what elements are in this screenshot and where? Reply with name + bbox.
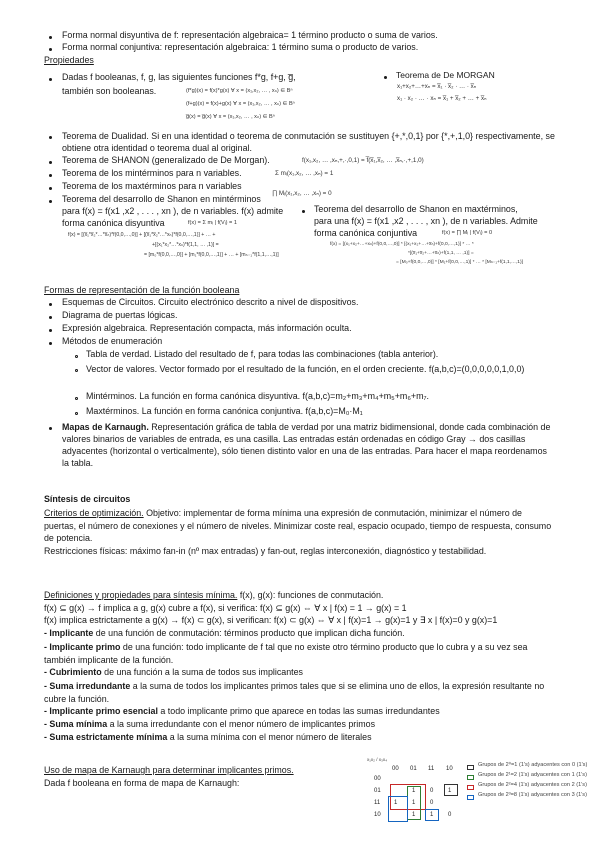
heading-propiedades: Propiedades: [44, 55, 94, 65]
kmap-group-rect: [425, 809, 439, 821]
formas-item: Expresión algebraica. Representación compacta, más información oculta.: [62, 323, 352, 333]
bullet-dot: [49, 329, 52, 332]
def-label: - Implicante primo esencial: [44, 706, 158, 716]
kmap-cell: 1: [394, 800, 398, 806]
bool-formula-and: (f*g)(x) = f(x)*g(x) ∀ x = (x₁,x₂, … , xₙ) ∈ Bⁿ: [186, 88, 293, 94]
def-label: - Implicante: [44, 628, 94, 638]
def-text: de una función: todo implicante de f tal que no existe otro término producto que lo cubra y a su vez sea también implicante de la función.: [44, 642, 528, 665]
kmap-row-header: 10: [374, 812, 381, 818]
def-suma-estrictamente-minima: [44, 732, 372, 743]
legend-swatch: [467, 765, 474, 770]
desarrollo-min-line-2: para f(x) = f(x1 ,x2 , . . . , xn ), de n variables. f(x) admite: [62, 206, 284, 216]
def-implicante-primo: [44, 641, 556, 666]
desarrollo-max-formula-4: = [M₀+f(0,0,…,0)] * [M₁+f(0,0,…,1)] * … * [Mₙ₋₁+f(1,1,…,1)]: [396, 260, 523, 265]
sub-bullet-circle: [75, 397, 78, 400]
legend-swatch: [467, 775, 474, 780]
minterminos-formula: Σ mᵢ(x₁,x₂, … ,xₙ) = 1: [275, 170, 334, 177]
enumeracion-tabla-verdad: Tabla de verdad. Listado del resultado de f, para todas las combinaciones (tabla anterior).: [86, 349, 439, 359]
bullet-dot: [49, 78, 52, 81]
kmap-col-header: 01: [410, 766, 417, 772]
desarrollo-min-formula-2: f(x) = [(x̅₁*x̅₂*…*x̅ₙ)*f(0,0,…,0)] + [(x̅₁*x̅₂*…*xₙ)*f(0,0,…,1)] + … +: [68, 232, 216, 238]
bullet-dot: [302, 210, 305, 213]
booleanas-line-2: también son booleanas.: [62, 86, 157, 96]
maxterminos-formula: ∏ Mᵢ(x₁,x₂, … ,xₙ) = 0: [272, 190, 332, 197]
kmap-row-header: 01: [374, 788, 381, 794]
bullet-dot: [49, 427, 52, 430]
def-label: - Implicante primo: [44, 642, 121, 652]
legend-swatch: [467, 785, 474, 790]
def-text: a la suma irredundante con el menor número de implicantes primos: [107, 719, 376, 729]
legend-label: Grupos de 2³=8 (1's) adyacentes con 3 (1's): [478, 792, 587, 798]
desarrollo-min-formula-1: f(x) = Σ mᵢ | f(Vᵢ) = 1: [188, 220, 237, 226]
bullet-dot: [384, 76, 387, 79]
criterios-label: Criterios de optimización.: [44, 508, 144, 518]
kmap-col-header: 11: [428, 766, 435, 772]
desarrollo-max-line-2: para una f(x) = f(x1 ,x2 , . . . , xn ), de n variables. Admite: [314, 216, 538, 226]
enumeracion-minterminos: Mintérminos. La función en forma canónica disyuntiva. f(a,b,c)=m₂+m₃+m₄+m₅+m₆+m₇.: [86, 391, 429, 401]
heading-sintesis: Síntesis de circuitos: [44, 494, 131, 504]
formas-item: Diagrama de puertas lógicas.: [62, 310, 178, 320]
kmap-cell: 1: [412, 812, 416, 818]
kmap-group-rect: [444, 784, 458, 796]
mapas-karnaugh-paragraph: [62, 421, 556, 469]
def-label: - Suma irredundante: [44, 681, 131, 691]
kmap-row-header: 11: [374, 800, 381, 806]
legend-label: Grupos de 2¹=2 (1's) adyacentes con 1 (1's): [478, 772, 587, 778]
teorema-maxterminos: Teorema de los maxtérminos para n variables: [62, 181, 242, 191]
demorgan-formula-2: x₁ · x₂ · … · xₙ = x̅₁ + x̅₂ + … + x̅ₙ: [397, 95, 487, 102]
teorema-minterminos: Teorema de los mintérminos para n variables.: [62, 168, 242, 178]
bullet-dot: [49, 187, 52, 190]
def-text: a la suma de todos los implicantes primos tales que si se elimina uno de ellos, la expresión resultante no cubre la función.: [44, 681, 545, 704]
bullet-dot: [49, 48, 52, 51]
def-label: - Suma estrictamente mínima: [44, 732, 168, 742]
enumeracion-vector-valores: Vector de valores. Vector formado por el resultado de la función, en el orden creciente. f(a,b,c)=(0,0,0,0,0,1,0,0): [86, 364, 525, 374]
kmap-col-header: 00: [392, 766, 399, 772]
bullet-dot: [49, 174, 52, 177]
restricciones-fisicas: Restricciones físicas: máximo fan-in (nº max entradas) y fan-out, reglas interconexión, diagnóstico y testabilidad.: [44, 546, 487, 556]
desarrollo-max-line-1: Teorema del desarrollo de Shanon en maxtérminos,: [314, 204, 518, 214]
booleanas-line-1: Dadas f booleanas, f, g, las siguientes funciones f*g, f+g, g̅,: [62, 72, 296, 82]
criterios-text: Objetivo: implementar de forma mínima una expresión de conmutación, minimizar el número de puertas, el número de conexiones y el número de niveles. Minimizar coste real, espacio ocupado, tiempo de respuesta, consumo de potencia.: [44, 508, 552, 543]
desarrollo-min-formula-4: = [m₀*f(0,0,…,0)] + [m₁*f(0,0,…,1)] + … + [mₙ₋₁*f(1,1,…,1)]: [144, 252, 279, 258]
criterios-paragraph: [44, 507, 556, 545]
bullet-dot: [49, 303, 52, 306]
kmap-cell: 0: [430, 788, 434, 794]
kmap-group-rect: [407, 786, 421, 820]
sub-bullet-circle: [75, 355, 78, 358]
demorgan-title: Teorema de De MORGAN: [396, 70, 495, 80]
bullet-dot: [49, 200, 52, 203]
def-text: de una función de conmutación: términos producto que implican dicha función.: [93, 628, 405, 638]
demorgan-formula-1: x₁+x₂+…+xₙ = x̅₁ · x̅₂ · … · x̅ₙ: [397, 83, 477, 90]
definiciones-heading: [44, 590, 383, 601]
shanon-formula: f(x₁,x₂, … ,xₙ,+,·,0,1) = f̅(x̅₁,x̅₂, … ,x̅ₙ,·,+,1,0): [302, 157, 424, 164]
definicion-implica: f(x) ⊆ g(x) → f implica a g, g(x) cubre a f(x), si verifica: f(x) ⊆ g(x) ⇔ ∀ x | f(x) = 1 → g(x) = 1: [44, 603, 407, 613]
def-text: a todo implicante primo que aparece en todas las sumas irredundantes: [157, 706, 440, 716]
kmap-cell: 0: [430, 800, 434, 806]
bullet-dot: [49, 161, 52, 164]
kmap-cell: 1: [430, 812, 434, 818]
desarrollo-min-line-3: forma canónica disyuntiva: [62, 218, 165, 228]
karnaugh-intro-text: Dada f booleana en forma de mapa de Karnaugh:: [44, 778, 240, 788]
legend-label: Grupos de 2⁰=1 (1's) adyacentes con 0 (1's): [478, 762, 588, 768]
enumeracion-maxterminos: Maxtérminos. La función en forma canónica conjuntiva. f(a,b,c)=M₀·M₁: [86, 406, 363, 416]
heading-uso-karnaugh: Uso de mapa de Karnaugh para determinar implicantes primos.: [44, 765, 294, 775]
definiciones-label: Definiciones y propiedades para síntesis mínima.: [44, 590, 238, 600]
mapas-karnaugh-text: Representación gráfica de tabla de verdad por una matriz bidimensional, donde cada combinación de valores binarios de variables de entrada, es una casilla. Las entradas están ordenadas en código Gray → dos casillas adyacentes (horizontal o verticalmente), sólo tienen distinto valor en una de las entradas. Para hacer el mapa reordenamos la tabla.: [62, 422, 551, 468]
kmap-corner-label: x₁x₂ / x₃x₄: [367, 757, 388, 762]
kmap-cell: 1: [412, 800, 416, 806]
teorema-shanon: Teorema de SHANON (generalizado de De Morgan).: [62, 155, 270, 165]
desarrollo-max-formula-3: *[(x̅₁+x̅₂+…+x̅ₙ)+f(1,1, … ,1)] =: [408, 251, 474, 256]
def-suma-minima: [44, 719, 375, 730]
sub-bullet-circle: [75, 369, 78, 372]
def-label: - Cubrimiento: [44, 667, 102, 677]
heading-formas: Formas de representación de la función booleana: [44, 285, 240, 295]
bullet-dot: [49, 316, 52, 319]
kmap-cell: 1: [448, 788, 452, 794]
desarrollo-min-line-1: Teorema del desarrollo de Shanon en mintérminos: [62, 194, 261, 204]
desarrollo-min-formula-3: +[(x₁*x₂*…*xₙ)*f(1,1, … ,1)] =: [152, 242, 219, 248]
legend-label: Grupos de 2²=4 (1's) adyacentes con 2 (1's): [478, 782, 587, 788]
def-implicante-primo-esencial: [44, 706, 440, 717]
bullet-forma-disyuntiva: Forma normal disyuntiva de f: representación algebraica= 1 término producto o suma de varios.: [62, 30, 438, 40]
desarrollo-max-line-3: forma canónica conjuntiva: [314, 228, 418, 238]
def-implicante: [44, 628, 405, 639]
bullet-dot: [49, 136, 52, 139]
teorema-dualidad: Teorema de Dualidad. Si en una identidad o teorema de conmutación se sustituyen {+,*,0,1} por {*,+,1,0} respectivamente, se obtiene otra identidad o teorema dual al original.: [62, 131, 555, 153]
def-suma-irredundante: [44, 680, 556, 705]
kmap-cell: 1: [412, 788, 416, 794]
kmap-row-header: 00: [374, 776, 381, 782]
definicion-implica-estrictamente: f(x) implica estrictamente a g(x) → f(x) ⊂ g(x), si verifican: f(x) ⊂ g(x) ⇔ ∀ x | f(x)=1 → g(x)=1 y ∃ x | f(x)=0 y g(x)=1: [44, 615, 498, 625]
desarrollo-max-formula-2: f(x) = [(x₁+x₂+…+xₙ)+f(0,0,…,0)] * [(x₁+x₂+…+x̅ₙ)+f(0,0,…,1)] * … *: [330, 242, 474, 247]
def-text: a la suma mínima con el menor número de literales: [167, 732, 372, 742]
legend-swatch: [467, 795, 474, 800]
def-text: de una función a la suma de todos sus implicantes: [101, 667, 303, 677]
desarrollo-max-formula-1: f(x) = ∏ Mᵢ | f(Vᵢ) = 0: [442, 230, 493, 236]
definiciones-subtitle: f(x), g(x): funciones de conmutación.: [237, 590, 384, 600]
formas-item: Esquemas de Circuitos. Circuito electrónico descrito a nivel de dispositivos.: [62, 297, 359, 307]
def-cubrimiento: [44, 667, 303, 678]
bullet-forma-conjuntiva: Forma normal conjuntiva: representación algebraica: 1 término suma o producto de varios.: [62, 42, 419, 52]
bool-formula-not: g̅(x) = g̅(x) ∀ x = (x₁,x₂, … , xₙ) ∈ Bⁿ: [186, 114, 275, 120]
def-label: - Suma mínima: [44, 719, 108, 729]
bool-formula-or: (f+g)(x) = f(x)+g(x) ∀ x = (x₁,x₂, … , xₙ) ∈ Bⁿ: [186, 101, 295, 107]
kmap-cell: 0: [448, 812, 452, 818]
kmap-group-rect: [388, 796, 408, 822]
sub-bullet-circle: [75, 412, 78, 415]
kmap-col-header: 10: [446, 766, 453, 772]
formas-item: Métodos de enumeración: [62, 336, 163, 346]
bullet-dot: [49, 36, 52, 39]
mapas-karnaugh-label: Mapas de Karnaugh.: [62, 422, 149, 432]
bullet-dot: [49, 342, 52, 345]
